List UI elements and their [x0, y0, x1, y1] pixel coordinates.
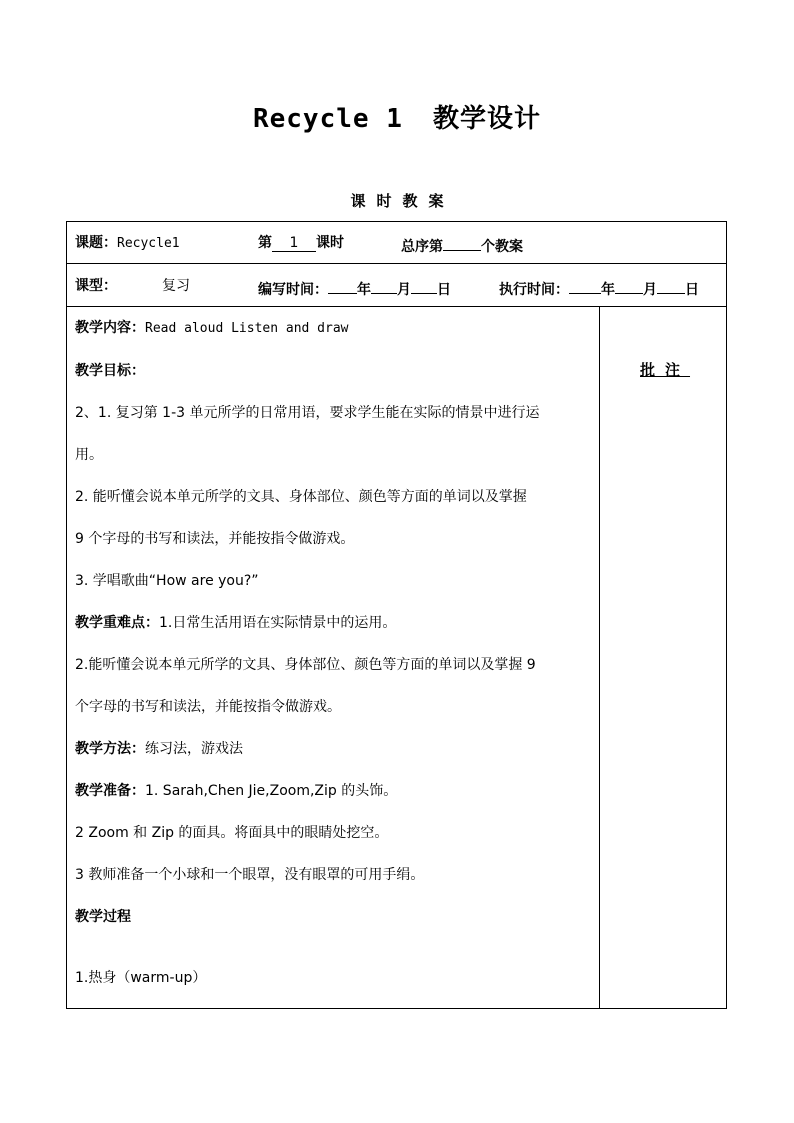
document-title: [0, 98, 794, 135]
method-value: 练习法，游戏法: [145, 741, 243, 757]
topic-field: [75, 234, 180, 253]
goal2-line1: 2. 能听懂会说本单元所学的文具、身体部位、颜色等方面的单词以及掌握: [75, 489, 527, 505]
total-sequence-field: [401, 234, 523, 256]
method-line: [75, 740, 243, 758]
warmup-step: 1.热身（warm-up）: [75, 970, 207, 986]
key2-line1: 2.能听懂会说本单元所学的文具、身体部位、颜色等方面的单词以及掌握 9: [75, 657, 536, 673]
content-line: [75, 319, 349, 338]
header-row-topic: [67, 222, 726, 264]
key-line: [75, 614, 396, 632]
key2-line2: 个字母的书写和读法，并能按指令做游戏。: [75, 699, 341, 715]
prep-item-3: 3 教师准备一个小球和一个眼罩，没有眼罩的可用手绢。: [75, 867, 425, 883]
content-label: 教学内容：: [75, 320, 145, 336]
total-suffix: 个教案: [481, 239, 523, 255]
lesson-suffix: 课时: [316, 235, 344, 251]
notes-label: 批注: [640, 361, 691, 379]
key-value: 1.日常生活用语在实际情景中的运用。: [159, 615, 397, 631]
type-label: 课型：: [75, 278, 117, 294]
total-prefix: 总序第: [401, 239, 443, 255]
key-label: 教学重难点：: [75, 615, 159, 631]
lesson-number: 1: [272, 235, 316, 252]
lesson-plan-table: [66, 221, 727, 1009]
notes-cell: [600, 307, 726, 1008]
process-label: 教学过程: [75, 909, 131, 925]
write-time-field: 编写时间： 年 月 日: [258, 277, 451, 299]
goal3: 3. 学唱歌曲“How are you?”: [75, 573, 259, 589]
title-latin: Recycle 1: [252, 104, 403, 134]
goal1-line2: 用。: [75, 447, 103, 463]
goals-label: 教学目标：: [75, 363, 145, 379]
exec-time-field: 执行时间： 年 月 日: [499, 277, 699, 299]
prep-label: 教学准备：: [75, 783, 145, 799]
prep-line: [75, 782, 397, 800]
method-label: 教学方法：: [75, 741, 145, 757]
title-chinese: 教学设计: [433, 104, 542, 134]
teaching-content-cell: [67, 307, 600, 1008]
lesson-number-field: [258, 234, 344, 252]
write-time-label: 编写时间：: [258, 282, 328, 298]
type-value: 复习: [162, 278, 190, 294]
goal2-line2: 9 个字母的书写和读法，并能按指令做游戏。: [75, 531, 355, 547]
topic-label: 课题：: [75, 235, 117, 251]
content-value: Read aloud Listen and draw: [145, 321, 349, 336]
prep-item-2: 2 Zoom 和 Zip 的面具。将面具中的眼睛处挖空。: [75, 825, 389, 841]
header-row-type: [67, 264, 726, 307]
exec-time-label: 执行时间：: [499, 282, 569, 298]
total-number: [443, 234, 481, 251]
prep-value: 1. Sarah,Chen Jie,Zoom,Zip 的头饰。: [145, 783, 398, 799]
lesson-prefix: 第: [258, 235, 272, 251]
document-subtitle: 课时教案: [350, 192, 455, 210]
goal1-line1: 2、1. 复习第 1-3 单元所学的日常用语，要求学生能在实际的情景中进行运: [75, 405, 540, 421]
topic-value: Recycle1: [117, 236, 180, 251]
